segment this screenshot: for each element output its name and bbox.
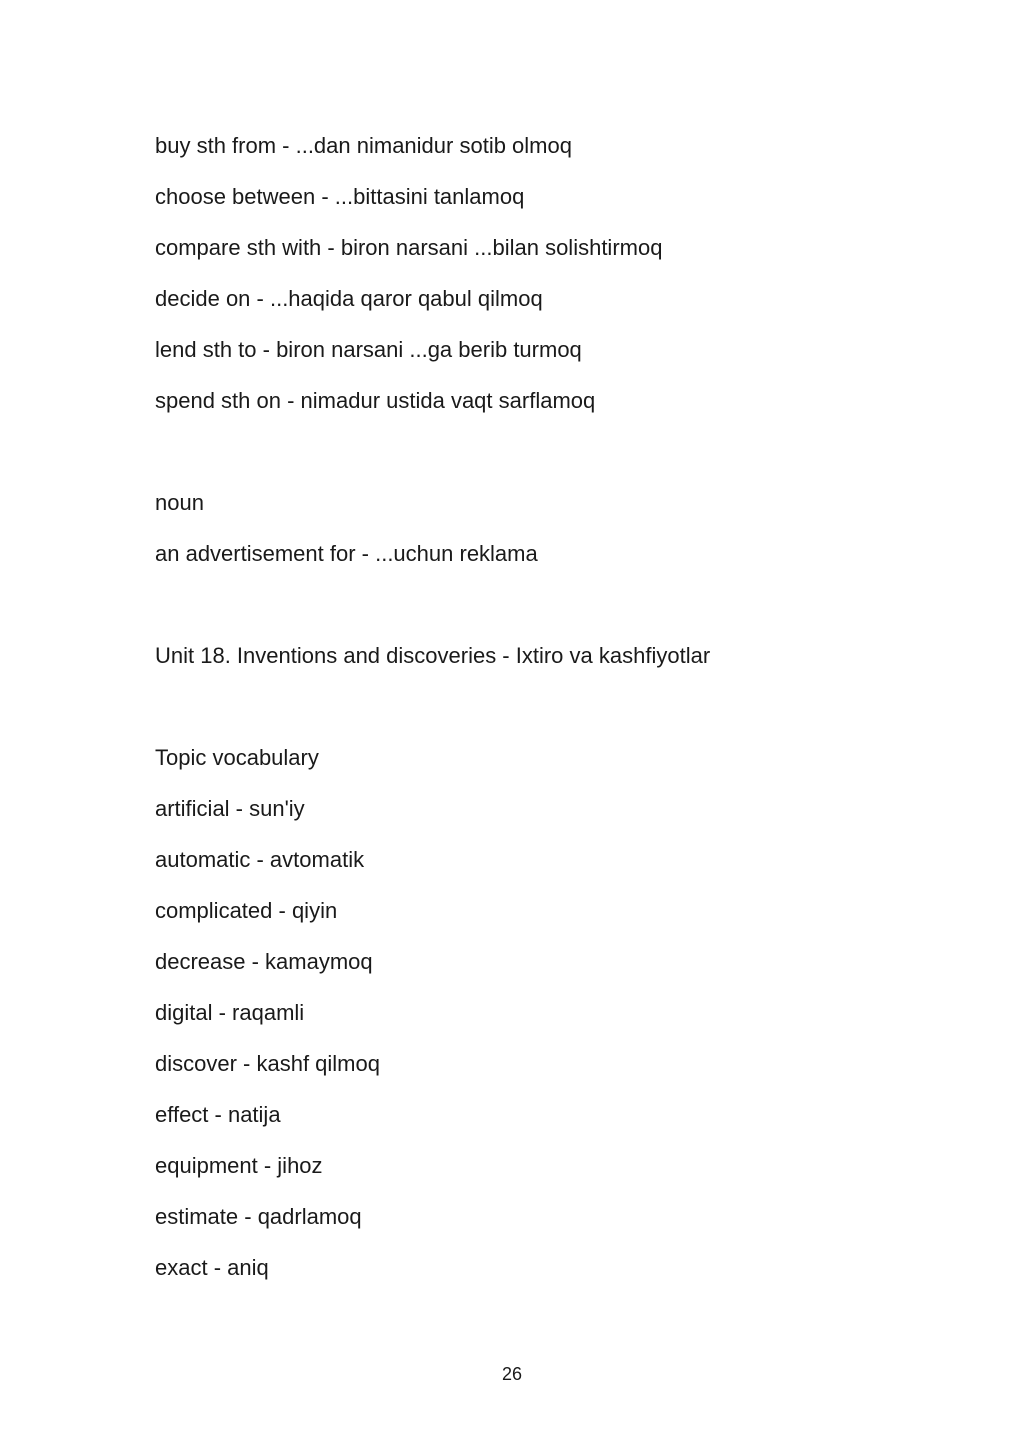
page-number: 26: [501, 1364, 523, 1384]
spacer: [155, 579, 915, 630]
vocab-entry: equipment - jihoz: [155, 1153, 323, 1178]
vocab-entry: complicated - qiyin: [155, 898, 338, 923]
vocab-entry: compare sth with - biron narsani ...bilan solishtirmoq: [155, 235, 663, 260]
vocab-entry: buy sth from - ...dan nimanidur sotib olmoq: [155, 133, 572, 158]
vocab-entry: digital - raqamli: [155, 1000, 305, 1025]
spacer: [155, 426, 915, 477]
vocab-entry: effect - natija: [155, 1102, 281, 1127]
vocab-entry: spend sth on - nimadur ustida vaqt sarflamoq: [155, 388, 596, 413]
section-heading-noun: noun: [155, 490, 204, 515]
spacer: [155, 681, 915, 732]
vocab-entry: automatic - avtomatik: [155, 847, 365, 872]
vocab-entry: lend sth to - biron narsani ...ga berib turmoq: [155, 337, 582, 362]
section-heading-topic-vocabulary: Topic vocabulary: [155, 745, 319, 770]
page-content: [155, 120, 915, 1293]
unit-title: Unit 18. Inventions and discoveries - Ixtiro va kashfiyotlar: [155, 643, 711, 668]
vocab-entry: estimate - qadrlamoq: [155, 1204, 362, 1229]
vocab-entry: an advertisement for - ...uchun reklama: [155, 541, 538, 566]
vocab-entry: exact - aniq: [155, 1255, 269, 1280]
vocab-entry: decrease - kamaymoq: [155, 949, 373, 974]
vocab-entry: discover - kashf qilmoq: [155, 1051, 380, 1076]
vocab-entry: decide on - ...haqida qaror qabul qilmoq: [155, 286, 543, 311]
vocab-entry: choose between - ...bittasini tanlamoq: [155, 184, 525, 209]
vocab-entry: artificial - sun'iy: [155, 796, 305, 821]
